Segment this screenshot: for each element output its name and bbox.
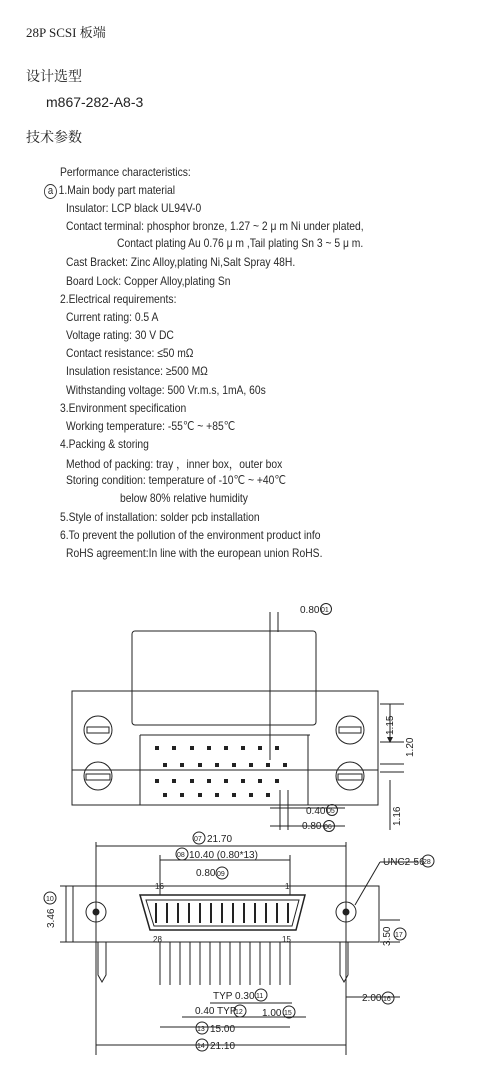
spec-line: Contact resistance: ≤50 mΩ <box>66 346 194 360</box>
contact-row <box>156 903 288 923</box>
svg-text:08: 08 <box>177 852 185 859</box>
solder-tails <box>160 942 290 985</box>
svg-text:17: 17 <box>395 932 403 939</box>
dim-label: 0.40 TYP <box>195 1006 237 1017</box>
svg-text:12: 12 <box>235 1009 243 1016</box>
spec-line: 3.Environment specification <box>60 401 187 415</box>
dim-label: 1.16 <box>392 806 403 826</box>
circled-a-marker: a <box>44 184 57 199</box>
dim-label: 0.80 <box>196 868 216 879</box>
dim-label: 10.40 (0.80*13) <box>189 850 258 861</box>
top-view <box>72 612 404 830</box>
dim-label: 3.46 <box>46 908 57 928</box>
svg-text:01: 01 <box>321 607 329 614</box>
svg-text:1: 1 <box>285 882 290 891</box>
svg-text:28: 28 <box>423 859 431 866</box>
svg-text:14: 14 <box>197 1043 205 1050</box>
spec-line: Board Lock: Copper Alloy,plating Sn <box>66 274 231 288</box>
dim-label: TYP 0.30 <box>213 991 255 1002</box>
svg-text:28: 28 <box>153 935 162 944</box>
dim-label: UNC2-56 <box>383 857 425 868</box>
spec-line: Withstanding voltage: 500 Vr.m.s, 1mA, 60s <box>66 383 266 397</box>
spec-line: Cast Bracket: Zinc Alloy,plating Ni,Salt Spray 48H. <box>66 255 296 269</box>
top-dimensions <box>300 604 416 833</box>
spec-line: Insulation resistance: ≥500 MΩ <box>66 364 208 378</box>
dim-label: 1.00 <box>262 1008 282 1019</box>
svg-text:16: 16 <box>383 996 391 1003</box>
spec-line: Current rating: 0.5 A <box>66 310 159 324</box>
dim-label: 15.00 <box>210 1024 236 1035</box>
svg-text:10: 10 <box>46 896 54 903</box>
svg-text:07: 07 <box>194 836 202 843</box>
svg-text:15: 15 <box>284 1010 292 1017</box>
dim-label: 2.00 <box>362 993 382 1004</box>
spec-line: Method of packing: tray ，inner box，outer box <box>66 457 283 471</box>
svg-text:16: 16 <box>155 882 164 891</box>
pin-grid <box>155 746 287 797</box>
dim-label: 3.50 <box>382 926 393 946</box>
svg-text:15: 15 <box>282 935 291 944</box>
connector-housing-top <box>132 631 316 725</box>
dim-label: 0.80 <box>300 605 320 616</box>
svg-text:06: 06 <box>324 824 332 831</box>
bottom-view <box>60 842 418 1055</box>
spec-line: a 1.Main body part material <box>44 183 175 199</box>
dim-label: 21.10 <box>210 1041 236 1052</box>
spec-line: Insulator: LCP black UL94V-0 <box>66 201 202 215</box>
dim-label: 1.15 <box>385 715 396 735</box>
design-heading: 设计选型 <box>26 68 82 84</box>
dim-label: 21.70 <box>207 834 233 845</box>
model-number: m867-282-A8-3 <box>46 94 144 110</box>
spec-line: 2.Electrical requirements: <box>60 292 177 306</box>
params-heading: 技术参数 <box>26 129 82 145</box>
spec-line: 5.Style of installation: solder pcb installation <box>60 510 260 524</box>
dim-label: 0.40 <box>306 806 326 817</box>
spec-line: Contact terminal: phosphor bronze, 1.27 ~ 2 μ m Ni under plated, <box>66 219 364 233</box>
spec-line: 6.To prevent the pollution of the environment product info <box>60 528 321 542</box>
dim-label: 0.80 <box>302 821 322 832</box>
spec-line: Storing condition: temperature of -10℃ ~ +40℃ <box>66 473 286 487</box>
svg-text:11: 11 <box>256 993 264 1000</box>
dim-label: 1.20 <box>405 737 416 757</box>
spec-line: RoHS agreement:In line with the european union RoHS. <box>66 546 323 560</box>
svg-text:13: 13 <box>197 1026 205 1033</box>
svg-text:05: 05 <box>327 808 335 815</box>
spec-heading: Performance characteristics: <box>60 165 191 179</box>
spec-line: Voltage rating: 30 V DC <box>66 328 174 342</box>
spec-line: Contact plating Au 0.76 μ m ,Tail plating Sn 3 ~ 5 μ m. <box>117 236 364 250</box>
spec-line: Working temperature: -55℃ ~ +85℃ <box>66 419 236 433</box>
spec-line: below 80% relative humidity <box>120 491 248 505</box>
spec-line: 4.Packing & storing <box>60 437 149 451</box>
page-title: 28P SCSI 板端 <box>26 25 106 40</box>
svg-text:09: 09 <box>217 871 225 878</box>
